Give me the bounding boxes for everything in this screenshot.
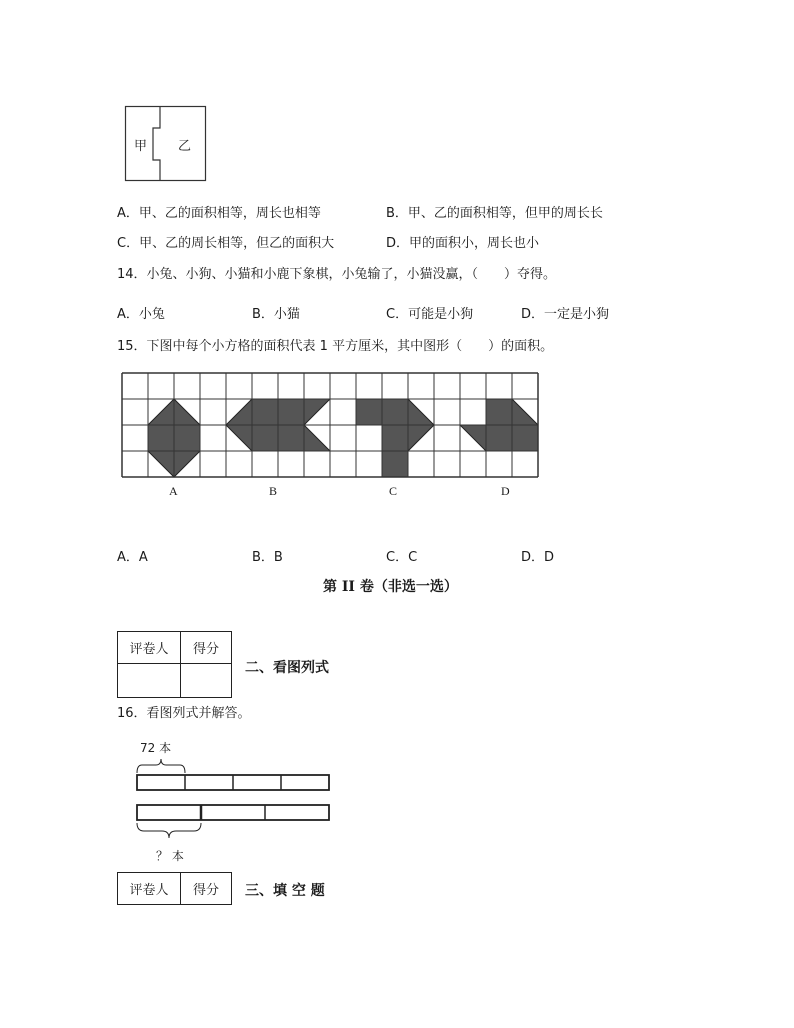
q13-option-c: C．甲、乙的周长相等，但乙的面积大	[117, 236, 335, 251]
score-header-2: 得分	[181, 873, 232, 905]
q16-question: 16．看图列式并解答。	[117, 706, 251, 721]
q15-option-c: C．C	[386, 550, 418, 565]
q13-option-a: A．甲、乙的面积相等，周长也相等	[117, 206, 321, 221]
q13-option-d: D．甲的面积小，周长也小	[386, 236, 540, 251]
q14-option-a: A．小兔	[117, 307, 165, 322]
section2-heading: 二、看图列式	[245, 660, 329, 676]
q16-bar-diagram	[130, 735, 340, 867]
bottom-label: ？ 本	[156, 849, 184, 863]
score-cell[interactable]	[181, 664, 232, 698]
q14-option-d: D．一定是小狗	[521, 307, 610, 322]
reviewer-cell[interactable]	[118, 664, 181, 698]
section3-heading: 三、填 空 题	[245, 883, 325, 899]
top-label: 72 本	[140, 741, 172, 755]
figure-label-yi: 乙	[178, 139, 192, 154]
reviewer-header-2: 评卷人	[118, 873, 181, 905]
bottom-brace	[137, 823, 201, 838]
q13-figure	[120, 104, 210, 184]
q15-option-b: B．B	[252, 550, 283, 565]
q15-question: 15．下图中每个小方格的面积代表 1 平方厘米，其中图形（ ）的面积。	[117, 339, 554, 354]
q14-question: 14．小兔、小狗、小猫和小鹿下象棋，小兔输了，小猫没赢，（ ）夺得。	[117, 267, 557, 282]
reviewer-header: 评卷人	[118, 632, 181, 664]
part2-title: 第 II 卷（非选一选）	[323, 579, 458, 595]
figure-label-jia: 甲	[134, 139, 148, 154]
q15-option-a: A．A	[117, 550, 148, 565]
score-table-2	[117, 872, 232, 905]
q13-option-b: B．甲、乙的面积相等，但甲的周长长	[386, 206, 603, 221]
shape-label-d: D	[501, 484, 510, 498]
shape-label-a: A	[169, 484, 178, 498]
score-table-1	[117, 631, 232, 698]
shape-label-b: B	[269, 484, 278, 498]
shape-label-c: C	[389, 484, 398, 498]
shape-c	[356, 399, 434, 477]
q15-option-d: D．D	[521, 550, 555, 565]
score-header: 得分	[181, 632, 232, 664]
top-brace	[137, 759, 185, 773]
q14-option-c: C．可能是小狗	[386, 307, 474, 322]
q15-grid-figure	[120, 372, 540, 478]
q14-option-b: B．小猫	[252, 307, 300, 322]
